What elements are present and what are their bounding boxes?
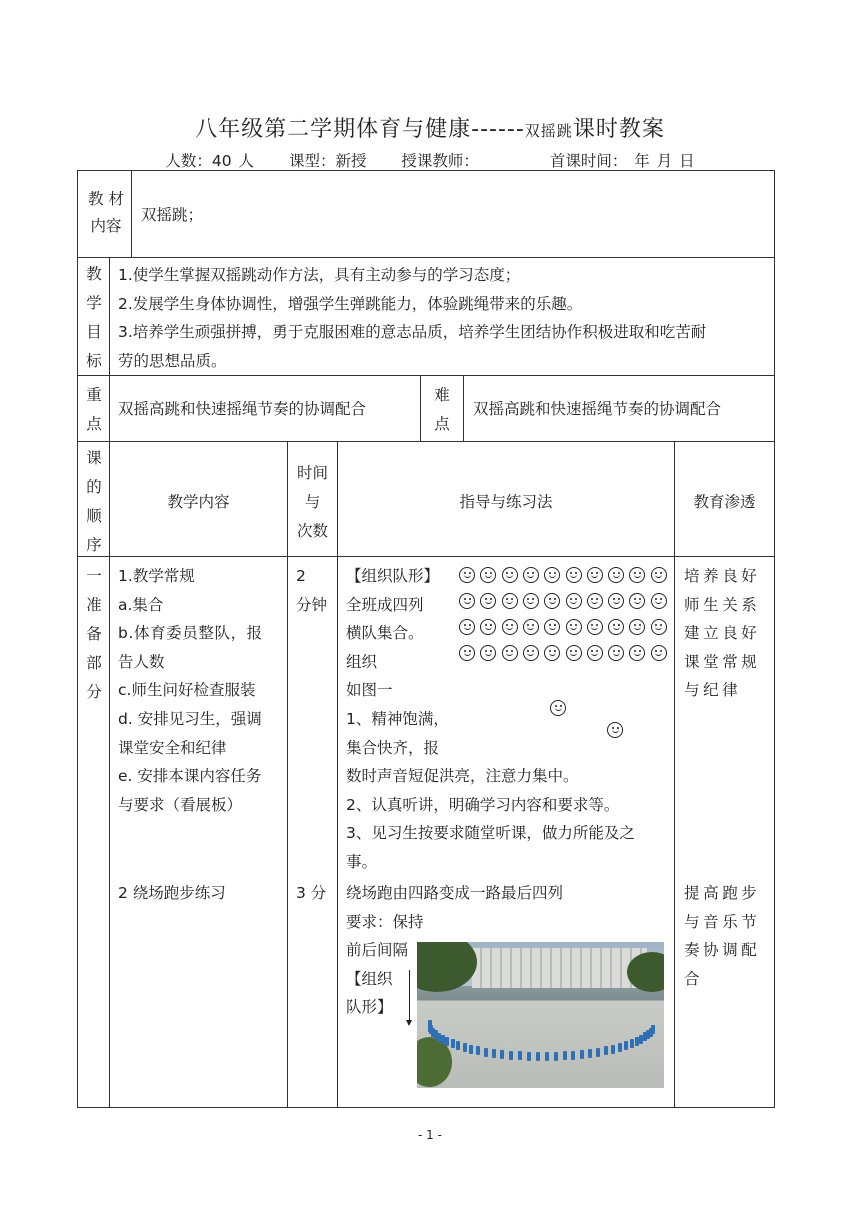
student-smiley-icon [523,645,539,661]
student-figure [500,1050,504,1059]
header-guidance: 指导与练习法 [459,493,553,511]
student-smiley-icon [587,567,603,583]
student-figure [563,1051,567,1060]
student-figure [536,1052,540,1061]
student-figure [463,1043,467,1052]
first-time: 首课时间： 年 月 日 [549,152,695,170]
page-title: 八年级第二学期体育与健康------双摇跳课时教案 [195,117,665,142]
student-figure [588,1049,592,1058]
running-formation-photo [417,942,664,1088]
student-smiley-icon [566,645,582,661]
goal-item: 1.使学生掌握双摇跳动作方法，具有主动参与的学习态度； [118,266,521,284]
student-smiley-icon [587,619,603,635]
student-smiley-icon [608,645,624,661]
header-time: 时间 与 次数 [296,464,328,540]
student-smiley-icon [523,619,539,635]
lesson-info-line [0,149,860,171]
teacher-smiley-icon [607,722,623,738]
student-figure [580,1050,584,1059]
goal-item: 3.培养学生顽强拼搏，勇于克服困难的意志品质，培养学生团结协作积极进取和吃苦耐 [118,323,707,342]
goals-list [118,261,770,375]
people-count: 人数：40 人 [165,152,254,170]
item2-time: 3 分 [296,884,327,902]
goal-item: 劳的思想品质。 [118,351,227,370]
direction-arrow-icon [409,970,410,1022]
student-smiley-icon [608,619,624,635]
difficulty-label: 难 点 [434,386,450,433]
student-smiley-icon [587,593,603,609]
student-smiley-icon [651,567,667,583]
student-smiley-icon [459,619,475,635]
section-content: 1.教学常规 a.集合 b.体育委员整队，报 告人数 c.师生问好检查服装 d. 安排见习生，强调 课堂安全和纪律 e. 安排本课内容任务 与要求（看展板） [118,567,263,814]
student-smiley-icon [651,619,667,635]
header-order: 课 的 顺 序 [86,449,102,554]
section-guidance: 【组织队形】 全班成四列 横队集合。 组织 如图一 1、精神饱满， 集合快齐，报 数时声音短促洪亮，注意力集中。 2、认真听讲，明确学习内容和要求等。 3、见习生按要求随堂听课，做力所能及之 事。 [346,567,635,871]
student-smiley-icon [651,593,667,609]
student-figure [509,1051,513,1060]
student-smiley-icon [523,593,539,609]
student-figure [554,1052,558,1061]
student-figure [571,1051,575,1060]
student-figure [527,1052,531,1061]
student-figure [518,1051,522,1060]
student-figure [456,1041,460,1050]
material-value: 双摇跳； [141,206,204,224]
student-smiley-icon [502,593,518,609]
student-figure [643,1032,647,1041]
student-smiley-icon [651,645,667,661]
key-point-label: 重 点 [86,386,102,433]
page-number: - 1 - [418,1128,442,1142]
student-figure [630,1039,634,1048]
student-smiley-icon [459,567,475,583]
student-figure [618,1043,622,1052]
section-time: 2 分钟 [296,567,328,614]
student-figure [428,1020,432,1029]
section-education: 培养良好 师生关系 建立良好 课堂常规 与纪律 [684,567,761,700]
student-figure [445,1037,449,1046]
student-figure [639,1035,643,1044]
header-education: 教育渗透 [693,493,756,511]
teacher: 授课教师： [401,152,479,170]
student-smiley-icon [459,645,475,661]
difficulty-value: 双摇高跳和快速摇绳节奏的协调配合 [473,400,722,418]
key-point-value: 双摇高跳和快速摇绳节奏的协调配合 [118,400,367,418]
item2-education: 提高跑步 与音乐节 奏协调配 合 [684,884,761,988]
header-content: 教学内容 [167,493,230,511]
student-figure [441,1035,445,1044]
student-figure [545,1052,549,1061]
student-smiley-icon [459,593,475,609]
goals-label: 教 学 目 标 [86,265,102,370]
student-figure [604,1046,608,1055]
student-smiley-icon [608,567,624,583]
teacher-smiley-icon [550,700,566,716]
student-smiley-icon [566,619,582,635]
student-figure [624,1041,628,1050]
item2-content: 2 绕场跑步练习 [118,884,226,902]
student-smiley-icon [502,645,518,661]
student-figure [492,1049,496,1058]
section-order: 一 准 备 部 分 [86,567,102,701]
student-smiley-icon [587,645,603,661]
material-label: 教 材 内容 [88,190,124,235]
student-smiley-icon [523,567,539,583]
student-smiley-icon [502,619,518,635]
student-figure [611,1045,615,1054]
student-figure [484,1048,488,1057]
student-figure [635,1037,639,1046]
item2-guidance: 绕场跑由四路变成一路最后四列 要求：保持 前后间隔 【组织 队形】 [346,884,564,1017]
student-figure [476,1046,480,1055]
student-smiley-icon [566,567,582,583]
student-smiley-icon [566,593,582,609]
student-figure [469,1045,473,1054]
student-smiley-icon [502,567,518,583]
student-figure [451,1039,455,1048]
student-figure [596,1048,600,1057]
lesson-type: 课型：新授 [288,152,367,170]
student-smiley-icon [608,593,624,609]
goal-item: 2.发展学生身体协调性，增强学生弹跳能力，体验跳绳带来的乐趣。 [118,294,583,313]
